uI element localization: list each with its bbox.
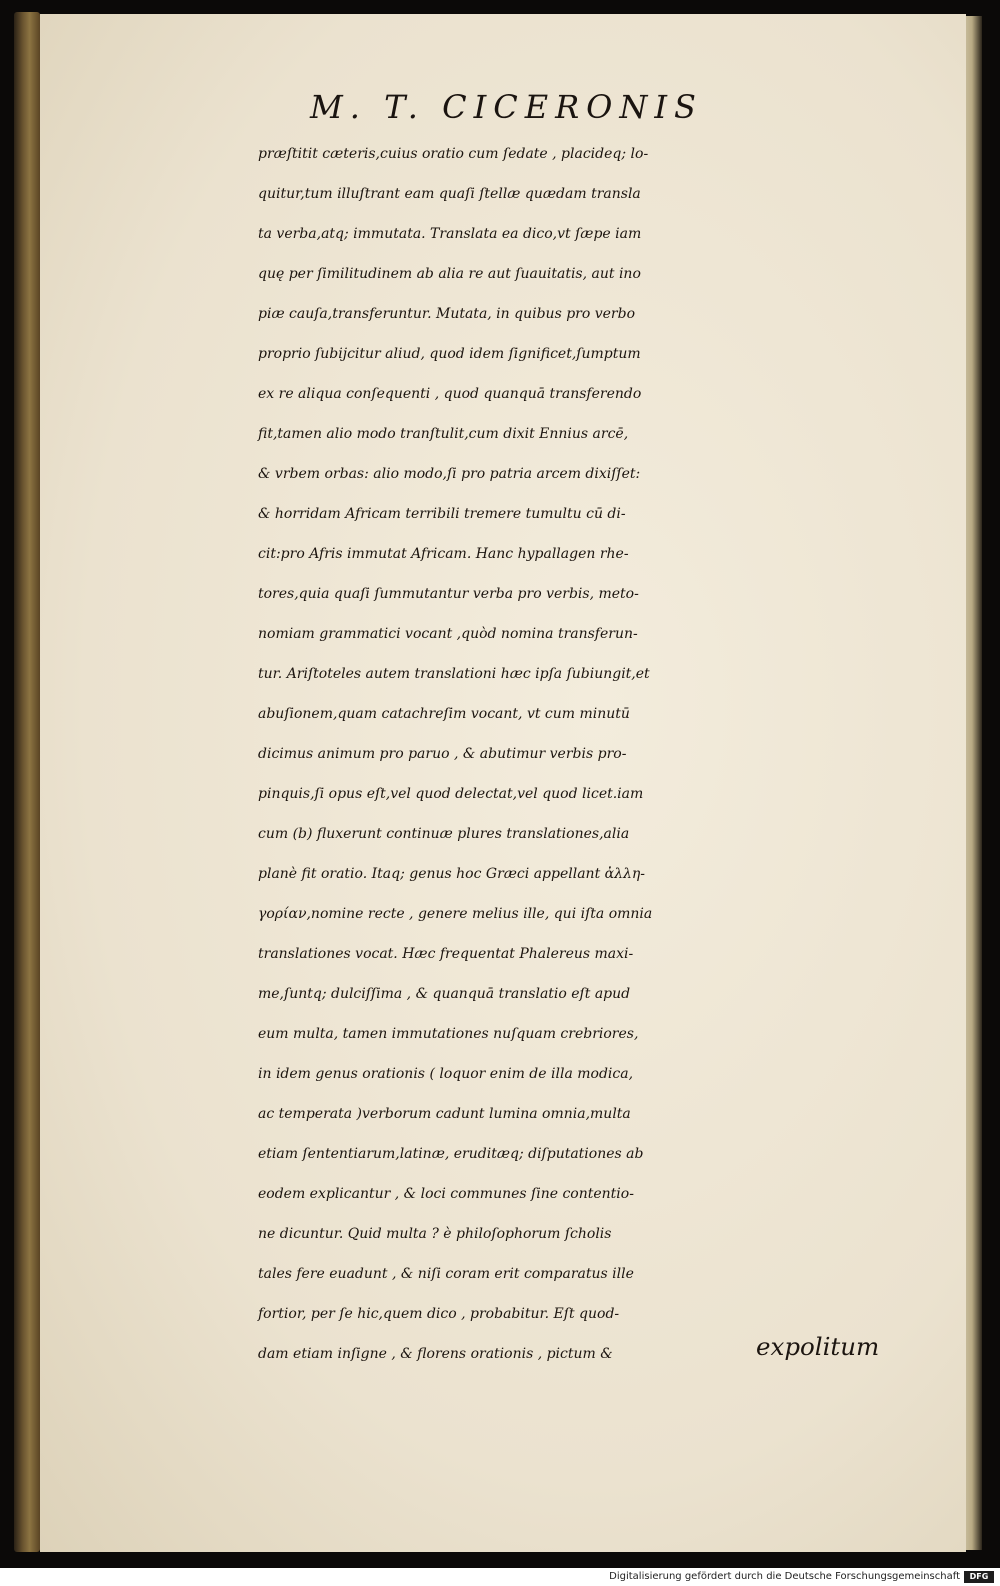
- text-line: ne dicuntur. Quid multa ? è philoſophorum ſcholis: [258, 1226, 612, 1242]
- text-line: fortior, per ſe hic,quem dico , probabitur. Eſt quod-: [258, 1306, 620, 1322]
- book-page: [40, 14, 966, 1552]
- text-line: pinquis,ſi opus eſt,vel quod delectat,vel quod licet.iam: [258, 786, 644, 802]
- catchword: expolitum: [756, 1332, 880, 1361]
- text-line: eodem explicantur , & loci communes ſine contentio-: [258, 1186, 634, 1202]
- text-line: in idem genus orationis ( loquor enim de illa modica,: [258, 1066, 634, 1082]
- text-line: ta verba,atq; immutata. Translata ea dico,vt ſæpe iam: [258, 226, 642, 242]
- text-line: piæ cauſa,transferuntur. Mutata, in quibus pro verbo: [258, 306, 636, 322]
- text-line: ac temperata )verborum cadunt lumina omnia,multa: [258, 1106, 631, 1122]
- text-line: & horridam Africam terribili tremere tumultu cū di-: [258, 506, 626, 522]
- text-line: & vrbem orbas: alio modo,ſi pro patria arcem dixiſſet:: [258, 466, 641, 482]
- text-line: quitur,tum illuſtrant eam quaſi ſtellæ quædam transla: [258, 186, 641, 202]
- text-line: planè fit oratio. Itaq; genus hoc Græci appellant ἀλλη-: [258, 866, 645, 882]
- book-spine-edge: [14, 12, 40, 1552]
- text-line: me,ſuntq; dulciſſima , & quanquā translatio eſt apud: [258, 986, 631, 1002]
- text-line: etiam ſententiarum,latinæ, eruditæq; diſputationes ab: [258, 1146, 644, 1162]
- text-line: nomiam grammatici vocant ,quòd nomina transferun-: [258, 626, 638, 642]
- text-line: quę per ſimilitudinem ab alia re aut ſuauitatis, aut ino: [258, 266, 641, 282]
- text-line: dicimus animum pro paruo , & abutimur verbis pro-: [258, 746, 627, 762]
- text-line: cum (b) fluxerunt continuæ plures translationes,alia: [258, 826, 630, 842]
- text-line: fit,tamen alio modo tranſtulit,cum dixit Ennius arcē,: [258, 426, 629, 442]
- text-line: tores,quia quaſi ſummutantur verba pro verbis, meto-: [258, 586, 639, 602]
- running-head: M. T. CICERONIS: [310, 88, 703, 126]
- text-line: præſtitit cæteris,cuius oratio cum ſedate , placideq; lo-: [258, 146, 649, 162]
- dfg-logo: DFG: [964, 1571, 994, 1583]
- text-line: eum multa, tamen immutationes nuſquam crebriores,: [258, 1026, 639, 1042]
- funding-credit: Digitalisierung gefördert durch die Deutsche Forschungsgemeinschaft: [609, 1571, 960, 1582]
- text-line: abuſionem,quam catachreſim vocant, vt cum minutū: [258, 706, 630, 722]
- body-text: [258, 134, 978, 1374]
- text-line: translationes vocat. Hæc frequentat Phalereus maxi-: [258, 946, 634, 962]
- footer-bar: [0, 1568, 1000, 1586]
- text-line: tales fere euadunt , & niſi coram erit comparatus ille: [258, 1266, 634, 1282]
- text-line: ex re aliqua conſequenti , quod quanquā transferendo: [258, 386, 642, 402]
- text-line: cit:pro Afris immutat Africam. Hanc hypallagen rhe-: [258, 546, 629, 562]
- text-line: dam etiam inſigne , & florens orationis , pictum &: [258, 1346, 613, 1362]
- text-line: tur. Ariſtoteles autem translationi hæc ipſa ſubiungit,et: [258, 666, 650, 682]
- text-line: γορίαν,nomine recte , genere melius ille, qui iſta omnia: [258, 906, 653, 922]
- text-line: proprio ſubijcitur aliud, quod idem ſignificet,ſumptum: [258, 346, 641, 362]
